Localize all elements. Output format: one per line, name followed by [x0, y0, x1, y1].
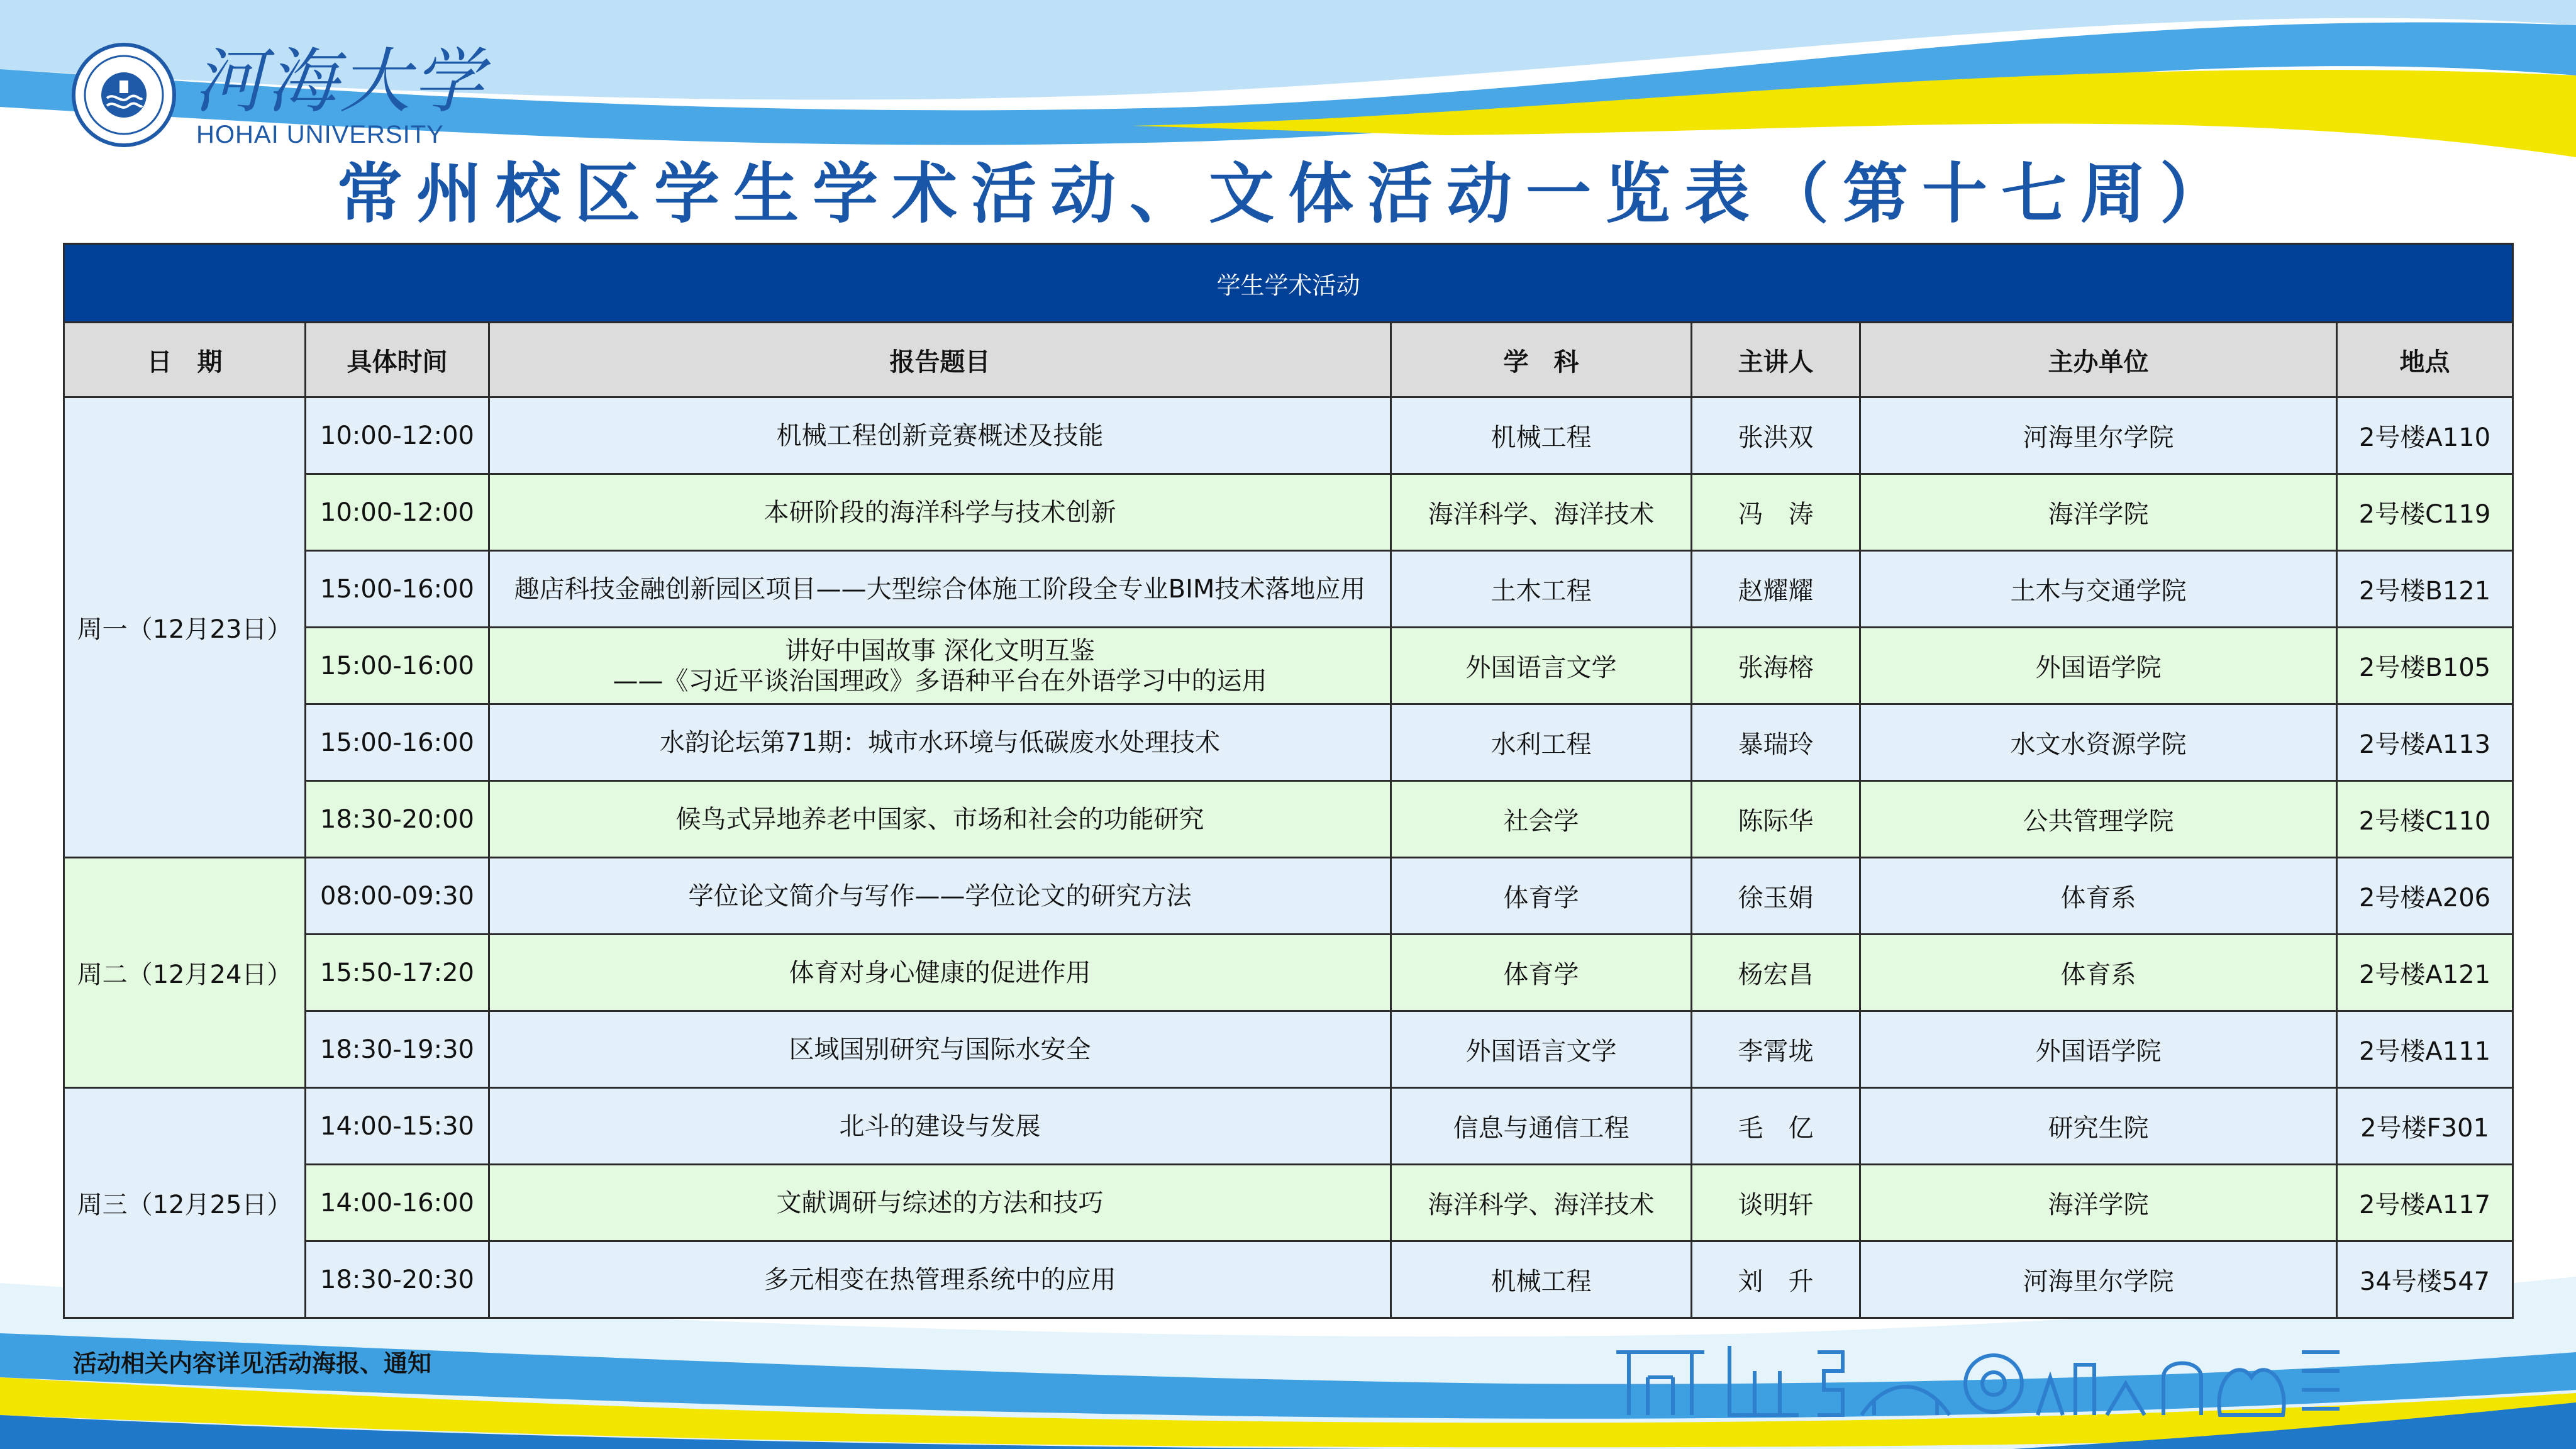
organizer-cell: 外国语学院	[1860, 628, 2337, 704]
speaker-cell: 徐玉娟	[1692, 858, 1860, 935]
time-cell: 10:00-12:00	[306, 397, 489, 474]
day-cell: 周二（12月24日）	[64, 858, 306, 1088]
organizer-cell: 土木与交通学院	[1860, 551, 2337, 628]
location-cell: 2号楼A113	[2337, 704, 2513, 781]
organizer-cell: 公共管理学院	[1860, 781, 2337, 858]
organizer-cell: 外国语学院	[1860, 1011, 2337, 1088]
subject-cell: 机械工程	[1391, 1241, 1692, 1318]
time-cell: 08:00-09:30	[306, 858, 489, 935]
subject-cell: 机械工程	[1391, 397, 1692, 474]
topic-cell	[489, 474, 1391, 551]
topic-line: 北斗的建设与发展	[839, 1111, 1041, 1141]
topic-line: 多元相变在热管理系统中的应用	[763, 1265, 1116, 1294]
header-organizer: 主办单位	[1860, 323, 2337, 397]
table-row	[64, 474, 2513, 551]
university-name-en: HOHAI UNIVERSITY	[196, 121, 444, 148]
university-name-cn: 河海大学	[194, 41, 486, 123]
organizer-cell: 河海里尔学院	[1860, 397, 2337, 474]
topic-cell	[489, 704, 1391, 781]
subject-cell: 外国语言文学	[1391, 628, 1692, 704]
time-cell: 10:00-12:00	[306, 474, 489, 551]
topic-line: 讲好中国故事 深化文明互鉴	[785, 636, 1095, 665]
topic-line: 本研阶段的海洋科学与技术创新	[763, 497, 1116, 527]
speaker-cell: 刘 升	[1692, 1241, 1860, 1318]
speaker-cell: 李霄垅	[1692, 1011, 1860, 1088]
organizer-cell: 体育系	[1860, 935, 2337, 1011]
topic-cell	[489, 781, 1391, 858]
table-body	[64, 397, 2513, 1318]
time-cell: 14:00-16:00	[306, 1165, 489, 1241]
speaker-cell: 张海榕	[1692, 628, 1860, 704]
table-row	[64, 551, 2513, 628]
subject-cell: 海洋科学、海洋技术	[1391, 474, 1692, 551]
topic-line: 文献调研与综述的方法和技巧	[776, 1188, 1104, 1218]
topic-line: 候鸟式异地养老中国家、市场和社会的功能研究	[675, 804, 1204, 834]
subject-cell: 信息与通信工程	[1391, 1088, 1692, 1165]
location-cell: 2号楼C119	[2337, 474, 2513, 551]
table-row	[64, 704, 2513, 781]
header-topic: 报告题目	[489, 323, 1391, 397]
table-row	[64, 1011, 2513, 1088]
location-cell: 2号楼F301	[2337, 1088, 2513, 1165]
time-cell: 14:00-15:30	[306, 1088, 489, 1165]
page-title: 常州校区学生学术活动、文体活动一览表（第十七周）	[336, 155, 2239, 232]
subject-cell: 社会学	[1391, 781, 1692, 858]
section-title: 学生学术活动	[64, 244, 2513, 323]
topic-line: 学位论文简介与写作——学位论文的研究方法	[688, 881, 1192, 911]
topic-cell	[489, 1165, 1391, 1241]
table-row	[64, 1088, 2513, 1165]
location-cell: 2号楼B121	[2337, 551, 2513, 628]
topic-line: 机械工程创新竞赛概述及技能	[776, 421, 1104, 450]
time-cell: 15:50-17:20	[306, 935, 489, 1011]
location-cell: 2号楼A111	[2337, 1011, 2513, 1088]
speaker-cell: 张洪双	[1692, 397, 1860, 474]
location-cell: 2号楼A117	[2337, 1165, 2513, 1241]
topic-cell	[489, 628, 1391, 704]
speaker-cell: 冯 涛	[1692, 474, 1860, 551]
organizer-cell: 海洋学院	[1860, 474, 2337, 551]
speaker-cell: 谈明轩	[1692, 1165, 1860, 1241]
time-cell: 15:00-16:00	[306, 551, 489, 628]
organizer-cell: 海洋学院	[1860, 1165, 2337, 1241]
subject-cell: 水利工程	[1391, 704, 1692, 781]
topic-cell	[489, 551, 1391, 628]
activity-table-container	[63, 243, 2512, 1319]
location-cell: 2号楼C110	[2337, 781, 2513, 858]
speaker-cell: 赵耀耀	[1692, 551, 1860, 628]
topic-cell	[489, 935, 1391, 1011]
topic-cell	[489, 1011, 1391, 1088]
table-row	[64, 397, 2513, 474]
header-date: 日 期	[64, 323, 306, 397]
organizer-cell: 体育系	[1860, 858, 2337, 935]
header-speaker: 主讲人	[1692, 323, 1860, 397]
topic-cell	[489, 397, 1391, 474]
location-cell: 34号楼547	[2337, 1241, 2513, 1318]
location-cell: 2号楼A121	[2337, 935, 2513, 1011]
activity-table	[63, 243, 2514, 1319]
location-cell: 2号楼A110	[2337, 397, 2513, 474]
topic-line: 区域国别研究与国际水安全	[789, 1035, 1091, 1064]
speaker-cell: 暴瑞玲	[1692, 704, 1860, 781]
location-cell: 2号楼B105	[2337, 628, 2513, 704]
time-cell: 15:00-16:00	[306, 704, 489, 781]
speaker-cell: 毛 亿	[1692, 1088, 1860, 1165]
subject-cell: 体育学	[1391, 858, 1692, 935]
topic-line: 体育对身心健康的促进作用	[789, 958, 1091, 987]
topic-line: ——《习近平谈治国理政》多语种平台在外语学习中的运用	[613, 666, 1267, 696]
university-logo	[70, 41, 486, 155]
header-location: 地点	[2337, 323, 2513, 397]
organizer-cell: 研究生院	[1860, 1088, 2337, 1165]
topic-line: 趣店科技金融创新园区项目——大型综合体施工阶段全专业BIM技术落地应用	[514, 574, 1366, 604]
subject-cell: 土木工程	[1391, 551, 1692, 628]
topic-cell	[489, 1088, 1391, 1165]
university-seal-icon	[70, 42, 177, 148]
header-subject: 学 科	[1391, 323, 1692, 397]
speaker-cell: 陈际华	[1692, 781, 1860, 858]
topic-cell	[489, 1241, 1391, 1318]
subject-cell: 外国语言文学	[1391, 1011, 1692, 1088]
subject-cell: 体育学	[1391, 935, 1692, 1011]
footer-note: 活动相关内容详见活动海报、通知	[73, 1350, 432, 1377]
day-cell: 周一（12月23日）	[64, 397, 306, 858]
table-row	[64, 935, 2513, 1011]
organizer-cell: 水文水资源学院	[1860, 704, 2337, 781]
campus-skyline-icon	[1610, 1340, 2390, 1421]
header-time: 具体时间	[306, 323, 489, 397]
speaker-cell: 杨宏昌	[1692, 935, 1860, 1011]
table-row	[64, 1165, 2513, 1241]
location-cell: 2号楼A206	[2337, 858, 2513, 935]
subject-cell: 海洋科学、海洋技术	[1391, 1165, 1692, 1241]
time-cell: 15:00-16:00	[306, 628, 489, 704]
table-row	[64, 781, 2513, 858]
time-cell: 18:30-20:30	[306, 1241, 489, 1318]
time-cell: 18:30-20:00	[306, 781, 489, 858]
topic-cell	[489, 858, 1391, 935]
table-row	[64, 628, 2513, 704]
topic-line: 水韵论坛第71期：城市水环境与低碳废水处理技术	[660, 728, 1220, 757]
table-header-row	[64, 323, 2513, 397]
table-row	[64, 858, 2513, 935]
day-cell: 周三（12月25日）	[64, 1088, 306, 1318]
table-row	[64, 1241, 2513, 1318]
organizer-cell: 河海里尔学院	[1860, 1241, 2337, 1318]
time-cell: 18:30-19:30	[306, 1011, 489, 1088]
